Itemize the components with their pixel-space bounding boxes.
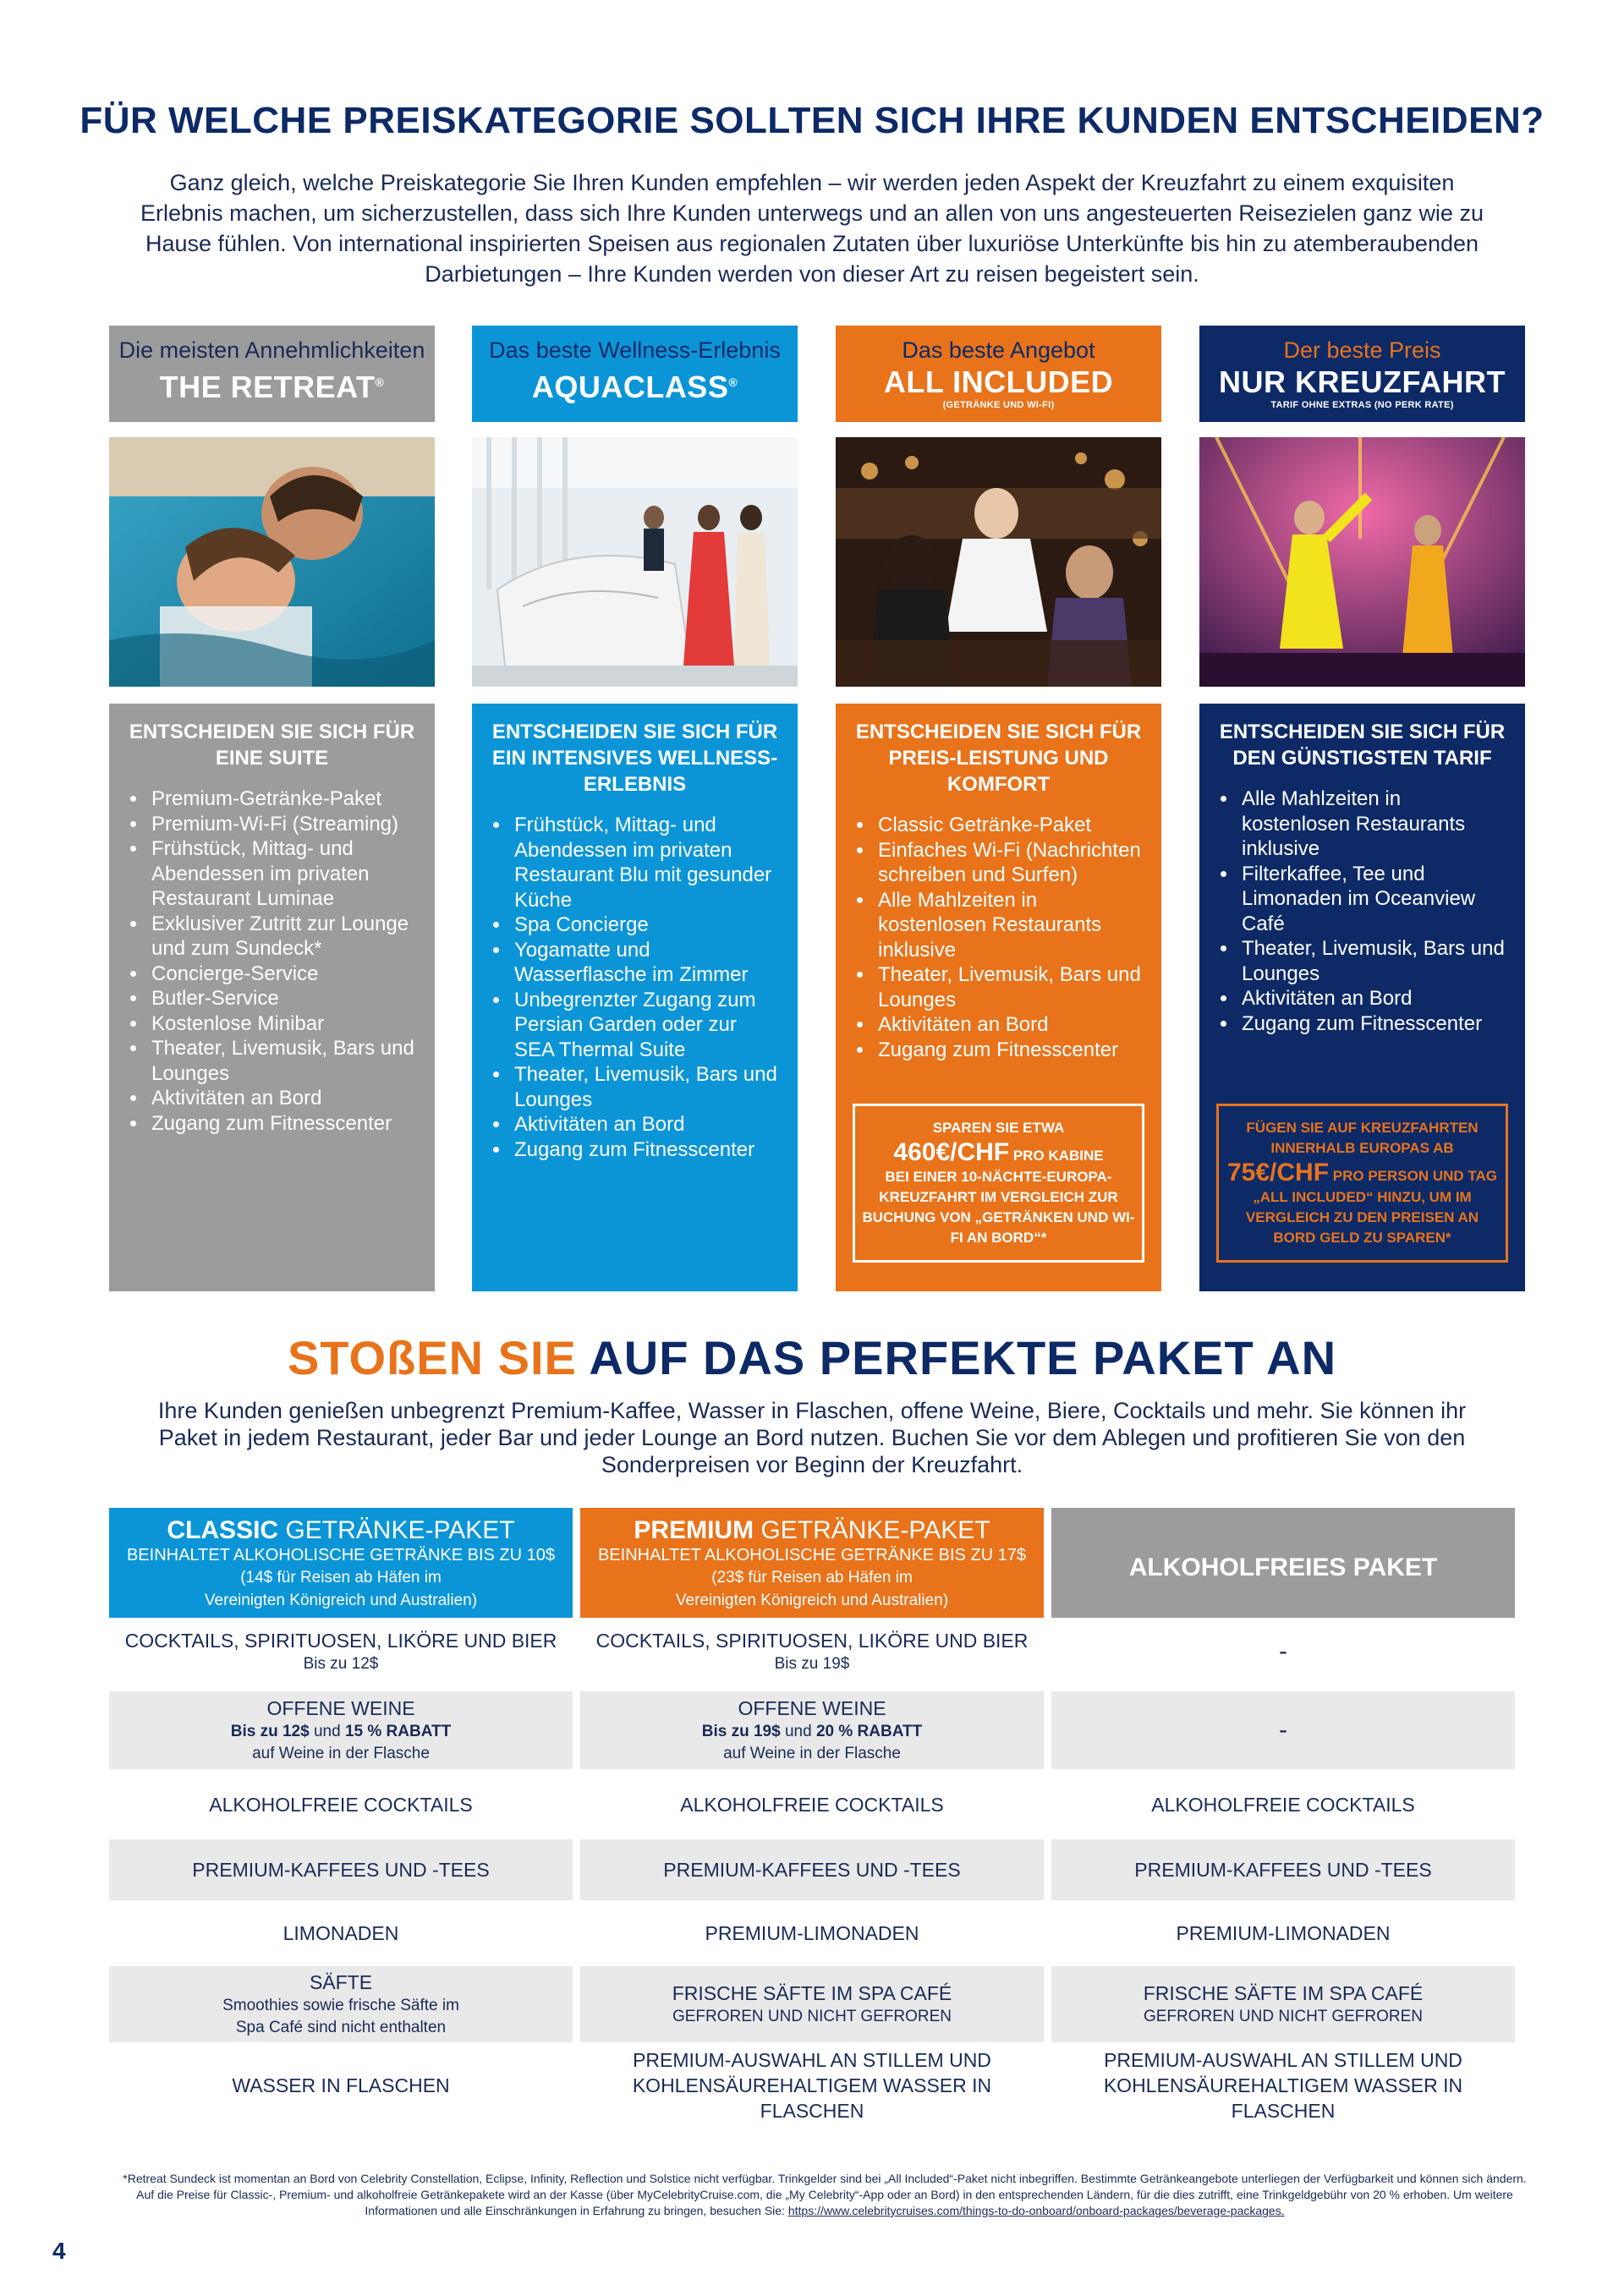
photo-stage-performer	[1199, 437, 1525, 687]
footnote	[114, 2171, 1535, 2219]
table-cell: PREMIUM-AUSWAHL AN STILLEM UND KOHLENSÄUREHALTIGEM WASSER IN FLASCHEN	[632, 2049, 992, 2122]
savings-intro: FÜGEN SIE AUF KREUZFAHRTEN INNERHALB EUROPAS AB	[1246, 1120, 1479, 1156]
package-note-line: Vereinigten Königreich und Australien)	[204, 1592, 478, 1609]
feature-item: • Yogamatte und Wasserflasche im Zimmer	[511, 938, 781, 988]
category-panel-all-included	[836, 704, 1161, 1291]
feature-item: • Theater, Livemusik, Bars und Lounges	[1238, 936, 1508, 986]
savings-amount-suffix: PRO PERSON UND TAG „ALL INCLUDED“ HINZU, UM IM VERGLEICH ZU DEN PREISEN AN BORD GELD ZU SPAREN*	[1245, 1168, 1498, 1246]
photo-spa-reception	[472, 437, 798, 687]
table-cell: -	[1279, 1637, 1287, 1665]
category-name: NUR KREUZFAHRT	[1219, 364, 1506, 399]
feature-item: • Zugang zum Fitnesscenter	[148, 1111, 418, 1137]
feature-item: • Frühstück, Mittag- und Abendessen im privaten Restaurant Luminae	[148, 836, 418, 912]
packages-intro: Ihre Kunden genießen unbegrenzt Premium-Kaffee, Wasser in Flaschen, offene Weine, Biere, Cocktails und mehr. Sie können ihr Paket in jedem Restaurant, jeder Bar und jeder Lounge an Bord nutzen. Buchen Sie vor dem Ablegen und profitieren Sie von den Sonderpreisen vor Beginn der Kreuzfahrt.	[157, 1398, 1467, 1477]
panel-heading: ENTSCHEIDEN SIE SICH FÜR EIN INTENSIVES WELLNESS-ERLEBNIS	[491, 721, 778, 796]
package-note-line: (14$ für Reisen ab Häfen im	[240, 1569, 442, 1586]
package-name-rest: GETRÄNKE-PAKET	[278, 1516, 515, 1544]
category-panel-retreat	[109, 704, 435, 1291]
savings-amount: 75€/CHF	[1226, 1159, 1330, 1186]
table-cell: ALKOHOLFREIE COCKTAILS	[1151, 1794, 1415, 1816]
table-cell: PREMIUM-KAFFEES UND -TEES	[109, 1839, 573, 1900]
category-panel-nur-kreuzfahrt	[1199, 704, 1525, 1291]
package-header-classic	[109, 1508, 573, 1618]
table-cell: PREMIUM-KAFFEES UND -TEES	[1051, 1839, 1515, 1900]
feature-item: • Frühstück, Mittag- und Abendessen im privaten Restaurant Blu mit gesunder Küche	[511, 813, 781, 912]
feature-item: • Theater, Livemusik, Bars und Lounges	[148, 1036, 418, 1086]
footnote-text: *Retreat Sundeck ist momentan an Bord von Celebrity Constellation, Eclipse, Infinity, Reflection und Solstice nicht verfügbar. Trinkgelder sind bei „All Included“-Paket nicht inbegriffen. Bestimmte Getränkeangebote unterliegen der Verfügbarkeit und können sich ändern. Auf die Preise für Classic-, Premium- und alkoholfreie Getränkepakete wird an der Kasse (über MyCelebrityCruise.com, die „My Celebrity“-App oder an Bord) in den entsprechenden Ländern, für die dies zutrifft, eine Trinkgeldgebühr von 20 % erhoben. Um weitere Informationen und alle Einschränkungen in Erfahrung zu bringen, besuchen Sie:	[123, 2172, 1527, 2217]
page-title: FÜR WELCHE PREISKATEGORIE SOLLTEN SICH IHRE KUNDEN ENTSCHEIDEN?	[80, 100, 1544, 141]
feature-list	[126, 786, 418, 1136]
savings-amount-suffix: PRO KABINE	[1009, 1148, 1104, 1164]
feature-item: • Premium-Getränke-Paket	[148, 786, 418, 812]
feature-item: • Premium-Wi-Fi (Streaming)	[148, 812, 418, 837]
table-cell: LIMONADEN	[283, 1922, 399, 1944]
feature-item: • Aktivitäten an Bord	[1238, 986, 1508, 1011]
category-header-aquaclass	[472, 326, 798, 422]
table-cell: FRISCHE SÄFTE IM SPA CAFÉ GEFROREN UND NICHT GEFROREN	[1051, 1966, 1515, 2042]
feature-item: • Filterkaffee, Tee und Limonaden im Oceanview Café	[1238, 862, 1508, 937]
section-title-packages	[0, 1330, 1624, 1385]
savings-box	[853, 1104, 1144, 1263]
feature-item: • Aktivitäten an Bord	[148, 1086, 418, 1111]
feature-item: • Aktivitäten an Bord	[875, 1012, 1144, 1038]
category-tagline: (GETRÄNKE UND WI-FI)	[942, 400, 1055, 410]
feature-item: • Aktivitäten an Bord	[511, 1112, 781, 1137]
photo-bar-bartender	[836, 437, 1161, 687]
package-header-alkoholfrei	[1051, 1508, 1515, 1618]
feature-item: • Theater, Livemusik, Bars und Lounges	[511, 1062, 781, 1112]
registered-mark: ®	[728, 375, 738, 389]
table-cell: SÄFTE Smoothies sowie frische Säfte im Spa Café sind nicht enthalten	[109, 1966, 573, 2042]
photo-couple-pool	[109, 437, 435, 687]
table-cell: PREMIUM-AUSWAHL AN STILLEM UND KOHLENSÄUREHALTIGEM WASSER IN FLASCHEN	[1103, 2049, 1463, 2122]
feature-item: • Spa Concierge	[511, 912, 781, 938]
feature-item: • Alle Mahlzeiten in kostenlosen Restaurants inklusive	[875, 888, 1144, 963]
table-cell: WASSER IN FLASCHEN	[232, 2074, 450, 2096]
category-header-all-included	[836, 326, 1161, 422]
table-cell: FRISCHE SÄFTE IM SPA CAFÉ GEFROREN UND NICHT GEFROREN	[580, 1966, 1044, 2042]
table-cell: ALKOHOLFREIE COCKTAILS	[209, 1794, 473, 1816]
feature-item: • Theater, Livemusik, Bars und Lounges	[875, 962, 1144, 1012]
table-cell: COCKTAILS, SPIRITUOSEN, LIKÖRE UND BIER Bis zu 19$	[595, 1630, 1029, 1673]
savings-amount: 460€/CHF	[893, 1138, 1010, 1166]
category-tagline: TARIF OHNE EXTRAS (NO PERK RATE)	[1270, 400, 1454, 410]
savings-box	[1216, 1104, 1508, 1263]
panel-heading: ENTSCHEIDEN SIE SICH FÜR EINE SUITE	[129, 721, 415, 770]
package-header-premium	[580, 1508, 1044, 1618]
panel-heading: ENTSCHEIDEN SIE SICH FÜR DEN GÜNSTIGSTEN TARIF	[1219, 721, 1506, 770]
category-name: THE RETREAT	[159, 370, 376, 404]
table-cell: ALKOHOLFREIE COCKTAILS	[680, 1794, 944, 1816]
category-subtitle: Der beste Preis	[1283, 337, 1441, 363]
package-includes: BEINHALTET ALKOHOLISCHE GETRÄNKE BIS ZU 17$	[597, 1546, 1027, 1564]
page-number: 4	[52, 2238, 66, 2264]
package-name-rest: GETRÄNKE-PAKET	[754, 1516, 990, 1544]
category-subtitle: Das beste Angebot	[902, 337, 1095, 363]
package-note-line: Vereinigten Königreich und Australien)	[675, 1592, 949, 1609]
feature-item: • Exklusiver Zutritt zur Lounge und zum Sundeck*	[148, 912, 418, 962]
table-cell: COCKTAILS, SPIRITUOSEN, LIKÖRE UND BIER Bis zu 12$	[124, 1630, 557, 1673]
category-header-nur-kreuzfahrt	[1199, 326, 1525, 422]
package-name-bold: CLASSIC	[167, 1516, 279, 1544]
intro-paragraph: Ganz gleich, welche Preiskategorie Sie Ihren Kunden empfehlen – wir werden jeden Aspekt der Kreuzfahrt zu einem exquisiten Erlebnis machen, um sicherzustellen, dass sich Ihre Kunden unterwegs und an allen von uns angesteuerten Reisezielen ganz wie zu Hause fühlen. Von international inspirierten Speisen aus regionalen Zutaten über luxuriöse Unterkünfte bis hin zu atemberaubenden Darbietungen – Ihre Kunden werden von dieser Art zu reisen begeistert sein.	[140, 170, 1484, 287]
package-includes: BEINHALTET ALKOHOLISCHE GETRÄNKE BIS ZU 10$	[126, 1546, 556, 1564]
package-name: ALKOHOLFREIES PAKET	[1128, 1553, 1438, 1581]
feature-item: • Kostenlose Minibar	[148, 1011, 418, 1037]
feature-item: • Alle Mahlzeiten in kostenlosen Restaurants inklusive	[1238, 786, 1508, 862]
savings-detail: BEI EINER 10-NÄCHTE-EUROPA-KREUZFAHRT IM VERGLEICH ZUR BUCHUNG VON „GETRÄNKEN UND WI-FI AN BORD“*	[862, 1169, 1135, 1246]
panel-heading: ENTSCHEIDEN SIE SICH FÜR PREIS-LEISTUNG UND KOMFORT	[855, 721, 1142, 796]
feature-item: • Concierge-Service	[148, 962, 418, 987]
package-name-bold: PREMIUM	[634, 1516, 754, 1544]
feature-item: • Unbegrenzter Zugang zum Persian Garden oder zur SEA Thermal Suite	[511, 988, 781, 1063]
feature-item: • Einfaches Wi-Fi (Nachrichten schreiben und Surfen)	[875, 838, 1144, 888]
category-name: AQUACLASS	[531, 370, 729, 404]
category-header-retreat	[109, 326, 435, 422]
category-subtitle: Die meisten Annehmlichkeiten	[118, 337, 425, 363]
footnote-link[interactable]: https://www.celebritycruises.com/things-to-do-onboard/onboard-packages/beverage-packages.	[787, 2204, 1285, 2217]
title-navy-part: AUF DAS PERFEKTE PAKET AN	[576, 1331, 1337, 1384]
feature-item: • Zugang zum Fitnesscenter	[875, 1038, 1144, 1063]
category-name: ALL INCLUDED	[883, 364, 1114, 399]
category-panel-aquaclass	[472, 704, 798, 1291]
feature-item: • Classic Getränke-Paket	[875, 813, 1144, 838]
feature-list	[1216, 786, 1508, 1036]
feature-list	[853, 813, 1144, 1062]
registered-mark: ®	[375, 375, 385, 389]
feature-item: • Zugang zum Fitnesscenter	[511, 1137, 781, 1163]
table-cell: PREMIUM-KAFFEES UND -TEES	[580, 1839, 1044, 1900]
savings-intro: SPAREN SIE ETWA	[932, 1120, 1065, 1136]
table-cell: OFFENE WEINE Bis zu 12$ und 15 % RABATT auf Weine in der Flasche	[109, 1691, 573, 1769]
feature-item: • Butler-Service	[148, 986, 418, 1011]
package-note-line: (23$ für Reisen ab Häfen im	[711, 1569, 913, 1586]
table-cell: PREMIUM-LIMONADEN	[1176, 1922, 1391, 1944]
feature-item: • Zugang zum Fitnesscenter	[1238, 1011, 1508, 1037]
category-subtitle: Das beste Wellness-Erlebnis	[489, 337, 781, 363]
table-cell: -	[1051, 1691, 1515, 1769]
table-cell: OFFENE WEINE Bis zu 19$ und 20 % RABATT auf Weine in der Flasche	[580, 1691, 1044, 1769]
title-orange-part: STOßEN SIE	[287, 1331, 577, 1384]
feature-list	[489, 813, 781, 1162]
table-cell: PREMIUM-LIMONADEN	[705, 1922, 919, 1944]
